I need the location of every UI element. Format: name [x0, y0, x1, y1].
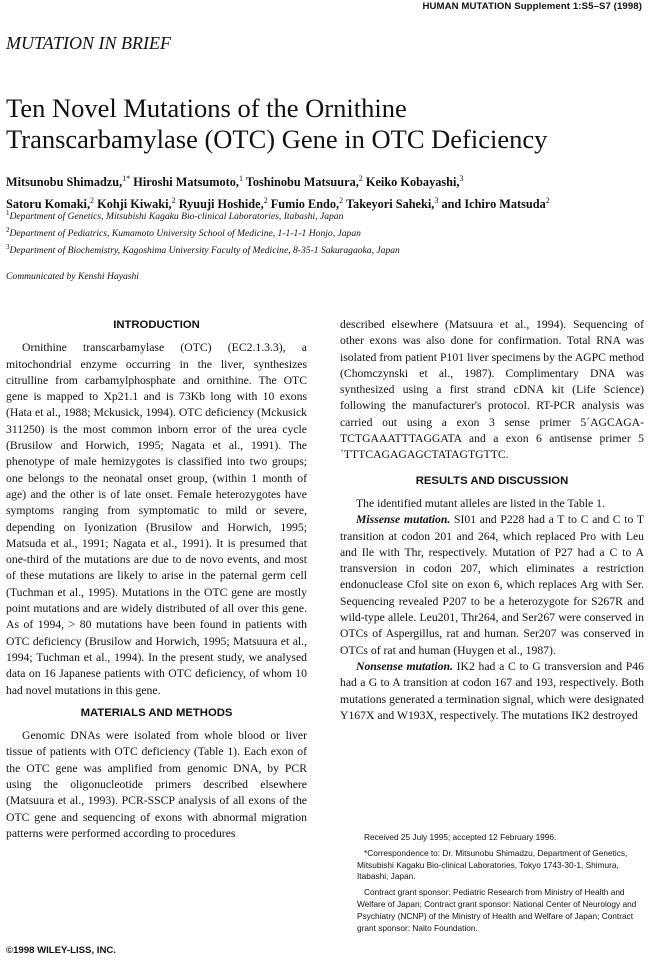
correspondence-note: *Correspondence to: Dr. Mitsunobu Shimadzu, Department of Genetics, Mitsubishi Kagaku Bio-clinical Laboratories, Tokyo 1743-30-1, Shimura, Itabashi, Japan.: [357, 847, 628, 882]
journal-header: HUMAN MUTATION Supplement 1:S5–S7 (1998): [422, 1, 642, 12]
author: Toshinobu Matsuura,$^2$: [245, 174, 363, 190]
missense-run-in-heading: Missense mutation.: [356, 513, 451, 527]
affiliation: $^3$Department of Biochemistry, Kagoshima University Faculty of Medicine, 8-35-1 Sakuragaoka, Japan: [6, 242, 400, 256]
introduction-heading: INTRODUCTION: [113, 319, 200, 331]
affiliations: [6, 207, 646, 257]
missense-paragraph: Missense mutation. SI01 and P228 had a T to C and C to T transition at codon 201 and 264, which replaced Pro with Leu and Ile with Thr, respectively. Mutation of P27 had a C to A transversion in codon 207, which eliminates a restriction endonuclease CfoI site on exon 6, which replaces Arg with Ser. Sequencing revealed P207 to be a heterozygote for S267R and wild-type allele. Leu201, Thr264, and Ser267 were conserved in OTCs of Aspergillus, rat and human. Ser207 was conserved in OTCs of rat and human (Huygen et al., 1987).: [340, 513, 644, 657]
methods-paragraph: Genomic DNAs were isolated from whole blood or liver tissue of patients with OTC deficiency (Table 1). Each exon of the OTC gene was amplified from genomic DNA, by PCR using the oligonucleotide primers described elsewhere (Matsuura et al., 1993). PCR-SSCP analysis of all exons of the OTC gene and sequencing of exons with abnormal migration patterns were performed according to procedures: [6, 729, 307, 840]
article-title: [6, 93, 646, 155]
author: Kohji Kiwaki,$^2$: [97, 195, 176, 211]
communicated-by: Communicated by Kenshi Hayashi: [6, 271, 139, 282]
results-heading: RESULTS AND DISCUSSION: [415, 474, 569, 487]
methods-paragraph-continued: described elsewhere (Matsuura et al., 1994). Sequencing of other exons was also done for confirmation. Total RNA was isolated from patient P101 liver specimens by the AGPC method (Chomczynski et al., 1987). Complimentary DNA was synthesized using a first strand cDNA kit (Life Science) following the manufacturer's protocol. RT-PCR analysis was carried out using a exon 3 sense primer 5´AGCAGA-TCTGAAATTTAGGATA and a exon 6 antisense primer 5´TTTCAGAGAGCTATAGTGTTC.: [340, 318, 644, 462]
affiliation: $^1$Department of Genetics, Mitsubishi Kagaku Bio-clinical Laboratories, Itabashi, Japan: [6, 209, 344, 223]
author: Keiko Kobayashi,$^3$: [365, 174, 464, 190]
author: and Ichiro Matsuda$^2$: [441, 195, 550, 211]
author: Ryuuji Hoshide,$^2$: [178, 195, 268, 211]
nonsense-run-in-heading: Nonsense mutation.: [356, 659, 453, 673]
methods-heading: MATERIALS AND METHODS: [80, 706, 233, 719]
title-line-2: Transcarbamylase (OTC) Gene in OTC Deficiency: [6, 124, 548, 154]
left-column: [6, 317, 307, 842]
author: Mitsunobu Shimadzu,$^{1*}$: [6, 174, 131, 190]
author: Satoru Komaki,$^2$: [6, 195, 95, 211]
right-column: [340, 317, 644, 724]
results-intro-paragraph: The identified mutant alleles are listed in the Table 1.: [356, 496, 605, 510]
section-label: MUTATION IN BRIEF: [6, 33, 171, 53]
title-line-1: Ten Novel Mutations of the Ornithine: [6, 93, 407, 123]
received-note: Received 25 July 1995; accepted 12 February 1996.: [364, 832, 557, 842]
nonsense-paragraph: Nonsense mutation. IK2 had a C to G transversion and P46 had a G to A transition at codon 167 and 193, respectively. Both mutations generated a termination signal, which were designated Y167X and W193X, respectively. The mutations IK2 destroyed: [340, 659, 644, 722]
author: Takeyori Saheki,$^3$: [345, 195, 439, 211]
author: Hiroshi Matsumoto,$^1$: [133, 174, 243, 190]
author: Fumio Endo,$^2$: [270, 195, 344, 211]
copyright-notice: ©1998 WILEY-LISS, INC.: [6, 945, 116, 956]
grant-note: Contract grant sponsor: Pediatric Research from Ministry of Health and Welfare of Japan; Contract grant sponsor: National Center of Neurology and Psychiatry (NCNP) of the Ministry of Health and Welfare of Japan; Contract grant sponsor: Naito Foundation.: [357, 887, 637, 933]
affiliation: $^2$Department of Pediatrics, Kumamoto University School of Medicine, 1-1-1-1 Honjo, Japan: [6, 225, 361, 239]
introduction-paragraph: Ornithine transcarbamylase (OTC) (EC2.1.3.3), a mitochondrial enzyme occurring in the liver, synthesizes citrulline from carbamylphosphate and ornithine. The OTC gene is mapped to Xp21.1 and is 73Kb long with 10 exons (Hata et al., 1988; Mckusick, 1994). OTC deficiency (Mckusick 311250) is the most common inborn error of the urea cycle (Brusilow and Horwich, 1995; Nagata et al., 1991). The phenotype of male hemizygotes is classified into two groups; one belongs to the neonatal onset group, (within 1 month of age) and the other is of late onset. Female heterozygotes have symptoms ranging from symptomatic to mild or severe, depending on lyonization (Brusilow and Horwich, 1995; Matsuda et al., 1991; Nagata et al., 1991). It is presumed that one-third of the mutations are due to de novo events, and most of these mutations are likely to arise in the paternal germ cell (Tuchman et al., 1995). Mutations in the OTC gene are mostly point mutations and are widely distributed of all over this gene. As of 1994, > 80 mutations have been found in patients with OTC deficiency (Brusilow and Horwich, 1995; Matsuura et al., 1994; Tuchman et al., 1994). In the present study, we analysed data on 16 Japanese patients with OTC deficiency, of whom 10 had novel mutations in this gene.: [6, 341, 307, 697]
footnotes: [357, 832, 643, 938]
